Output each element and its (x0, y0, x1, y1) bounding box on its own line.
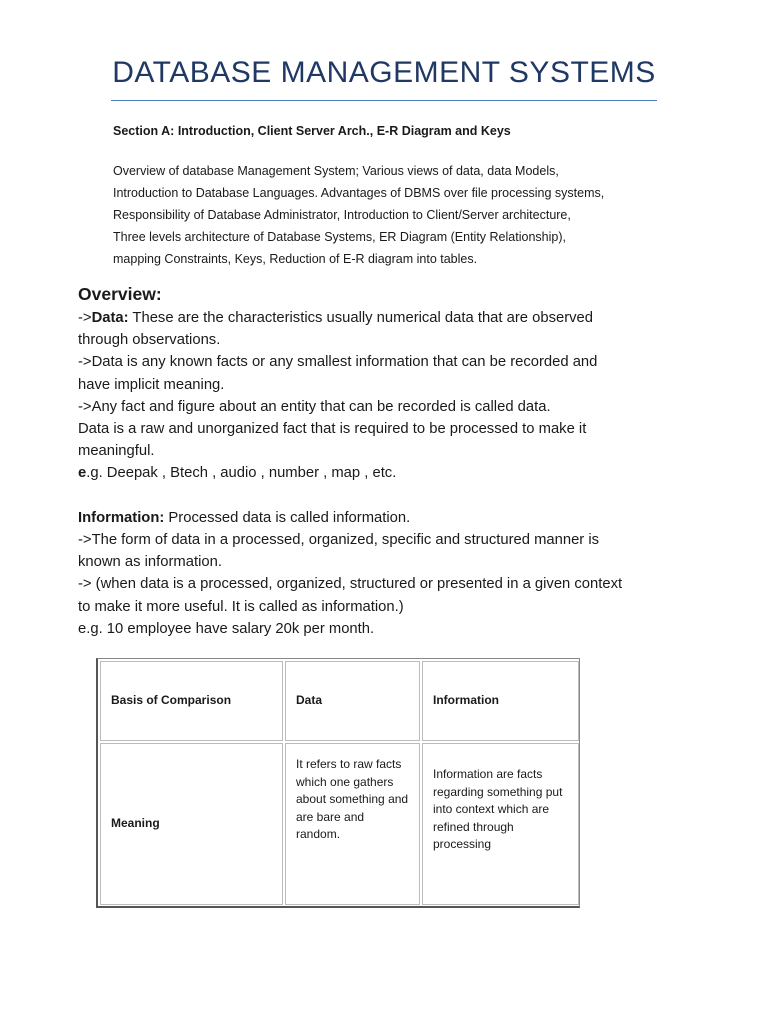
data-definition-line (78, 307, 718, 329)
body-line: -> (when data is a processed, organized, structured or presented in a given context (78, 576, 623, 593)
blank-line (78, 485, 718, 507)
data-definition-text: These are the characteristics usually numerical data that are observed (128, 310, 594, 326)
table-cell-data: It refers to raw facts which one gathers about something and are bare and random. (285, 743, 420, 905)
information-definition-line (78, 507, 718, 529)
body-line: ->The form of data in a processed, organized, specific and structured manner is (78, 532, 600, 549)
section-overview-paragraph (113, 160, 673, 270)
section-heading: Section A: Introduction, Client Server Arch., E-R Diagram and Keys (113, 124, 511, 138)
data-term: Data: (91, 310, 129, 326)
body-line: through observations. (78, 332, 221, 349)
data-example-line (78, 462, 718, 484)
information-term: Information: (78, 509, 165, 526)
body-line: known as information. (78, 554, 222, 571)
section-overview-line: Introduction to Database Languages. Advantages of DBMS over file processing systems, (113, 186, 605, 200)
information-definition-text: Processed data is called information. (164, 509, 411, 526)
section-overview-line: Overview of database Management System; Various views of data, data Models, (113, 164, 559, 178)
table-cell-information: Information are facts regarding something put into context which are refined through processing (422, 743, 579, 905)
example-e: e (78, 465, 87, 482)
table-header-data: Data (285, 661, 420, 741)
body-line: meaningful. (78, 443, 155, 460)
section-overview-line: mapping Constraints, Keys, Reduction of E-R diagram into tables. (113, 252, 478, 266)
data-example-text: .g. Deepak , Btech , audio , number , map , etc. (86, 465, 397, 482)
table-header-basis: Basis of Comparison (100, 661, 283, 741)
information-example-line: e.g. 10 employee have salary 20k per month. (78, 620, 375, 637)
body-line: have implicit meaning. (78, 376, 225, 393)
arrow-prefix: -> (78, 310, 92, 326)
table-row-label: Meaning (100, 743, 283, 905)
overview-body (78, 307, 718, 640)
body-line: ->Any fact and figure about an entity that can be recorded is called data. (78, 398, 551, 415)
body-line: to make it more useful. It is called as information.) (78, 598, 404, 615)
body-line: ->Data is any known facts or any smallest information that can be recorded and (78, 354, 598, 371)
section-overview-line: Three levels architecture of Database Systems, ER Diagram (Entity Relationship), (113, 230, 566, 244)
comparison-table (96, 658, 580, 908)
title-underline (111, 100, 657, 101)
document-title: DATABASE MANAGEMENT SYSTEMS (112, 56, 656, 89)
table-header-information: Information (422, 661, 579, 741)
body-line: Data is a raw and unorganized fact that is required to be processed to make it (78, 421, 587, 438)
section-overview-line: Responsibility of Database Administrator, Introduction to Client/Server architecture, (113, 208, 571, 222)
overview-heading: Overview: (78, 284, 162, 304)
